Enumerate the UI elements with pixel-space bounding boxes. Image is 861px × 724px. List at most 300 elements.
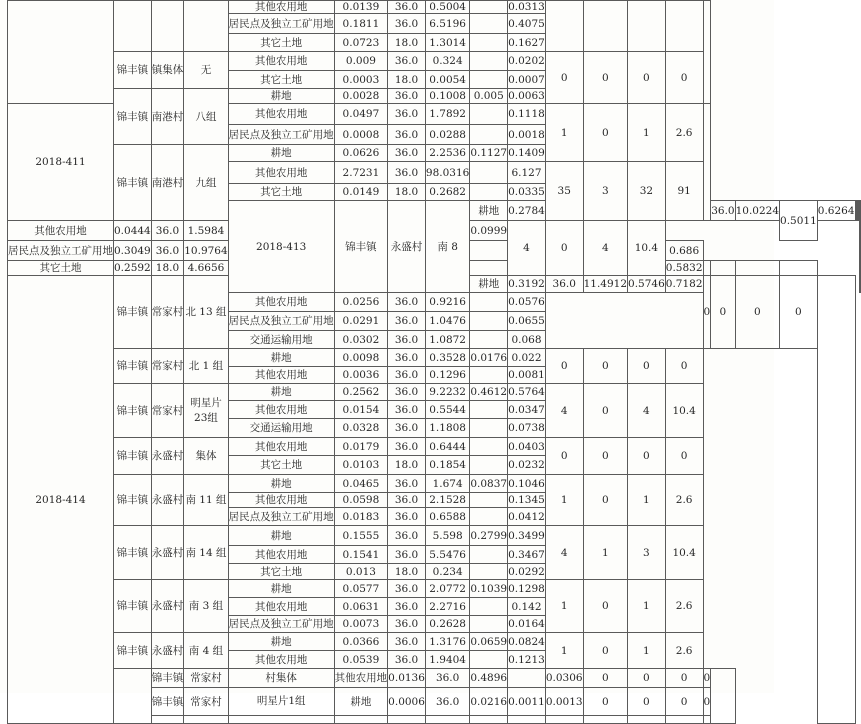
table-cell: 常家村 (151, 349, 184, 384)
table-row (8, 349, 861, 367)
table-cell (711, 669, 735, 724)
table-cell: 0.1298 (508, 580, 546, 598)
table-cell (470, 546, 508, 564)
table-cell: 0.4075 (508, 14, 546, 34)
table-cell (470, 331, 508, 349)
table-cell: 锦丰镇 (114, 475, 152, 526)
table-cell: 耕地 (228, 89, 334, 104)
table-cell: 0 (545, 221, 583, 276)
table-cell: 0 (545, 52, 583, 104)
table-cell: 其他农用地 (228, 162, 334, 184)
table-cell: 居民点及独立工矿用地 (8, 241, 114, 261)
table-cell: 锦丰镇 (114, 384, 152, 438)
table-cell: 0.0497 (334, 104, 388, 125)
table-cell: 0.6264 (817, 201, 855, 221)
table-cell: 10.4 (628, 221, 666, 276)
table-cell: 永盛村 (151, 633, 184, 669)
table-cell: 九组 (184, 145, 228, 221)
table-cell: 0.1046 (508, 475, 546, 493)
table-cell: 0.324 (425, 52, 469, 71)
table-cell: 0.0149 (334, 184, 388, 201)
table-cell: 1 (628, 580, 666, 633)
table-cell: 36.0 (388, 1, 426, 14)
table-cell: 其他农用地 (228, 546, 334, 564)
table-cell: 5.5476 (425, 546, 469, 564)
table-cell: 0.0577 (334, 580, 388, 598)
table-cell: 36.0 (388, 89, 426, 104)
table-cell (470, 598, 508, 616)
table-cell: 2018-413 (228, 201, 334, 293)
table-cell: 0.3049 (114, 241, 152, 261)
table-cell: 南港村 (151, 145, 184, 221)
table-cell: 18.0 (388, 71, 426, 89)
table-cell: 0 (628, 669, 666, 688)
table-cell: 36.0 (388, 651, 426, 669)
table-cell: 1.1808 (425, 419, 469, 438)
table-row (8, 52, 861, 71)
table-cell: 0 (711, 276, 735, 349)
table-cell: 0 (703, 669, 711, 688)
table-cell: 0 (583, 52, 627, 104)
table-cell: 其他农用地 (228, 293, 334, 312)
table-row (8, 145, 861, 162)
table-cell: 耕地 (228, 633, 334, 651)
table-row (8, 633, 861, 651)
table-cell: 锦丰镇 (114, 633, 152, 669)
table-cell: 0.2799 (470, 526, 508, 546)
table-cell: 36.0 (388, 438, 426, 456)
table-cell: 其他农用地 (228, 1, 334, 14)
table-cell: 0 (628, 349, 666, 384)
table-cell: 36.0 (388, 125, 426, 145)
table-cell: 0.2592 (114, 262, 151, 274)
table-cell: 南 14 组 (184, 526, 228, 580)
table-cell: 0.0576 (508, 293, 546, 312)
table-cell (470, 401, 508, 419)
table-cell (470, 104, 508, 125)
table-cell: 锦丰镇 (114, 580, 152, 633)
table-cell: 91 (665, 162, 703, 221)
table-cell: 0.0154 (334, 401, 388, 419)
table-cell: 1.3014 (425, 34, 469, 52)
table-cell: 0 (583, 104, 627, 162)
table-cell: 其他农用地 (228, 104, 334, 125)
table-cell: 0.0018 (508, 125, 546, 145)
table-row (8, 669, 861, 688)
table-cell: 10.9764 (184, 241, 228, 261)
table-cell (470, 419, 508, 438)
table-cell: 2.6 (665, 633, 703, 669)
table-cell (228, 716, 334, 724)
table-cell: 锦丰镇 (114, 145, 152, 221)
table-cell (583, 716, 627, 724)
table-cell: 交通运输用地 (228, 419, 334, 438)
table-cell: 1 (545, 580, 583, 633)
table-cell (470, 456, 508, 475)
table-cell: 36.0 (388, 526, 426, 546)
table-cell: 0.0202 (508, 52, 546, 71)
table-cell (470, 564, 508, 580)
table-cell: 0.5544 (425, 401, 469, 419)
table-cell: 1.5984 (184, 221, 228, 241)
table-cell (470, 34, 508, 52)
table-cell: 0.0999 (470, 221, 508, 241)
table-cell: 0.2784 (508, 201, 546, 221)
table-cell: 36.0 (388, 104, 426, 125)
table-cell: 0.1296 (425, 367, 469, 384)
table-cell (114, 669, 152, 724)
table-cell: 0.0306 (545, 669, 583, 688)
table-cell: 明星片23组 (184, 384, 228, 438)
table-cell: 0.0013 (545, 688, 583, 716)
table-cell: 0 (703, 276, 711, 349)
table-cell: 集体 (184, 438, 228, 475)
table-cell: 32 (628, 162, 666, 221)
table-cell: 36.0 (425, 688, 469, 716)
table-cell: 永盛村 (151, 475, 184, 526)
table-cell: 0 (628, 52, 666, 104)
table-cell: 0.0007 (508, 71, 546, 89)
table-cell: 36.0 (388, 475, 426, 493)
table-cell: 0.0256 (334, 293, 388, 312)
table-cell: 0 (583, 633, 627, 669)
table-cell: 0.1541 (334, 546, 388, 564)
table-cell: 永盛村 (151, 580, 184, 633)
table-cell (470, 493, 508, 508)
table-cell: 2.1528 (425, 493, 469, 508)
table-cell: 明星片1组 (228, 688, 334, 716)
table-cell: 南 3 组 (184, 580, 228, 633)
table-cell: 36.0 (388, 52, 426, 71)
table-cell: 其他农用地 (334, 669, 388, 688)
table-cell: 村集体 (228, 669, 334, 688)
table-cell: 6.5196 (425, 14, 469, 34)
table-cell: 4 (508, 221, 546, 276)
table-cell: 南港村 (151, 89, 184, 145)
table-cell: 2.6 (665, 104, 703, 162)
table-cell: 居民点及独立工矿用地 (228, 616, 334, 633)
table-cell: 18.0 (388, 456, 426, 475)
table-cell: 0.0824 (508, 633, 546, 651)
table-cell: 0.005 (470, 89, 508, 104)
table-cell: 0 (583, 438, 627, 475)
table-cell: 0 (583, 688, 627, 716)
table-cell: 1 (545, 475, 583, 526)
table-cell: 0.0232 (508, 456, 546, 475)
table-cell: 0.3499 (508, 526, 546, 546)
table-cell (470, 367, 508, 384)
table-cell: 18.0 (151, 261, 184, 276)
table-cell: 4 (545, 384, 583, 438)
table-cell (470, 1, 508, 14)
table-cell: 耕地 (228, 580, 334, 598)
table-cell: 0 (583, 475, 627, 526)
table-cell: 36.0 (425, 669, 469, 688)
table-cell: 其他农用地 (8, 221, 114, 241)
table-cell: 其它土地 (228, 184, 334, 201)
table-cell: 36.0 (388, 293, 426, 312)
table-cell: 5.598 (425, 526, 469, 546)
table-cell: 0.0036 (334, 367, 388, 384)
table-cell: 1 (583, 526, 627, 580)
table-cell: 2.2716 (425, 598, 469, 616)
table-cell: 2018-414 (8, 276, 114, 724)
table-cell: 锦丰镇 (114, 526, 152, 580)
table-cell: 36.0 (388, 598, 426, 616)
table-cell: 0.0328 (334, 419, 388, 438)
table-cell: 锦丰镇 (151, 669, 184, 688)
table-cell: 0.0288 (425, 125, 469, 145)
table-cell: 0.6444 (425, 438, 469, 456)
table-cell: 南 11 组 (184, 475, 228, 526)
table-cell: 36.0 (388, 633, 426, 651)
table-cell: 0.686 (665, 241, 703, 261)
table-cell: 0.022 (508, 349, 546, 367)
table-cell: 0.0291 (334, 312, 388, 331)
table-cell: 其它土地 (228, 564, 334, 580)
table-cell: 0.009 (334, 52, 388, 71)
table-cell: 0.3467 (508, 546, 546, 564)
table-cell: 八组 (184, 89, 228, 145)
table-cell: 其他农用地 (228, 367, 334, 384)
table-cell (470, 616, 508, 633)
table-cell: 0.0179 (334, 438, 388, 456)
table-cell: 居民点及独立工矿用地 (228, 312, 334, 331)
table-cell: 0.1039 (470, 580, 508, 598)
table-cell: 1 (545, 104, 583, 162)
table-cell: 0.1854 (425, 456, 469, 475)
table-cell: 0.0335 (508, 184, 546, 201)
table-cell: 0.1409 (508, 145, 546, 162)
table-cell: 1 (545, 633, 583, 669)
table-cell: 锦丰镇 (114, 438, 152, 475)
table-cell: 0.0183 (334, 508, 388, 526)
table-cell: 1 (628, 104, 666, 162)
table-cell (470, 293, 508, 312)
table-cell: 永盛村 (151, 526, 184, 580)
table-cell: 4 (583, 221, 627, 276)
table-cell: 0.0738 (508, 419, 546, 438)
table-cell: 耕地 (334, 688, 388, 716)
table-row (8, 438, 861, 456)
table-cell: 北 1 组 (184, 349, 228, 384)
table-cell: 0.1627 (508, 34, 546, 52)
table-cell (470, 52, 508, 71)
table-cell: 0.4612 (470, 384, 508, 401)
table-cell: 居民点及独立工矿用地 (228, 508, 334, 526)
table-cell: 6.127 (508, 162, 546, 184)
table-cell (470, 261, 508, 276)
table-cell: 0.0631 (334, 598, 388, 616)
table-cell: 36.0 (388, 493, 426, 508)
table-cell: 0.7182 (665, 276, 703, 293)
table-cell (470, 162, 508, 184)
table-cell (425, 716, 469, 724)
table-cell: 4 (545, 526, 583, 580)
table-cell: 0.0103 (334, 456, 388, 475)
table-cell: 0.0655 (508, 312, 546, 331)
table-row (8, 475, 861, 493)
table-cell: 0.5832 (665, 262, 703, 274)
table-cell: 36.0 (388, 14, 426, 34)
table-cell: 锦丰镇 (114, 52, 152, 89)
table-cell: 36.0 (388, 616, 426, 633)
table-cell: 18.0 (388, 564, 426, 580)
table-cell: 36.0 (388, 162, 426, 184)
table-cell: 0.1345 (508, 494, 545, 506)
table-cell: 0.142 (508, 598, 546, 616)
table-cell: 0.0176 (470, 349, 508, 367)
table-cell (184, 1, 228, 52)
table-cell: 其他农用地 (228, 52, 334, 71)
table-cell: 永盛村 (151, 438, 184, 475)
table-cell: 0 (545, 438, 583, 475)
table-cell: 0.0598 (334, 493, 388, 508)
table-cell: 0.0081 (508, 367, 546, 384)
table-cell: 1 (628, 475, 666, 526)
table-cell: 北 13 组 (184, 276, 228, 349)
table-cell (508, 669, 546, 688)
table-cell: 居民点及独立工矿用地 (228, 125, 334, 145)
table-cell (470, 184, 508, 201)
table-cell: 0.0837 (470, 475, 508, 493)
table-cell: 2.7231 (334, 162, 388, 184)
table-cell: 耕地 (470, 201, 508, 221)
table-cell: 36.0 (388, 349, 426, 367)
table-cell (470, 508, 508, 526)
table-cell: 0.0098 (334, 349, 388, 367)
table-cell: 0.0465 (334, 475, 388, 493)
table-cell: 其它土地 (8, 261, 114, 276)
table-cell (703, 1, 711, 104)
table-cell (470, 438, 508, 456)
table-cell: 18.0 (388, 184, 426, 201)
table-cell: 0.0216 (470, 688, 508, 716)
table-cell: 0 (583, 580, 627, 633)
table-body (8, 1, 861, 724)
table-cell (817, 276, 855, 724)
table-cell: 0 (545, 349, 583, 384)
table-cell: 0.9216 (425, 293, 469, 312)
table-cell: 0.0403 (508, 438, 546, 456)
table-cell (334, 716, 388, 724)
table-cell: 0.1008 (425, 89, 469, 104)
table-cell: 其他农用地 (228, 598, 334, 616)
table-cell: 耕地 (228, 384, 334, 401)
table-cell: 南 4 组 (184, 633, 228, 669)
table-cell (703, 261, 711, 276)
table-cell: 0.1127 (470, 145, 508, 162)
table-cell: 36.0 (388, 312, 426, 331)
table-cell: 0.0292 (508, 565, 545, 578)
table-cell: 0.234 (425, 564, 469, 580)
table-cell: 2.2536 (425, 145, 469, 162)
table-cell: 永盛村 (388, 201, 426, 293)
table-cell: 3 (628, 526, 666, 580)
table-cell: 2018-411 (8, 104, 114, 221)
table-cell: 0.5746 (628, 276, 666, 293)
table-cell: 0.0008 (334, 125, 388, 145)
table-cell (508, 716, 546, 724)
table-cell: 0 (665, 52, 703, 104)
table-cell: 0.0626 (334, 145, 388, 162)
table-cell: 0 (665, 349, 703, 384)
table-cell (735, 261, 779, 276)
table-cell: 交通运输用地 (228, 331, 334, 349)
table-cell: 0.5004 (425, 1, 469, 14)
table-cell (711, 261, 735, 276)
table-cell: 其它土地 (228, 456, 334, 475)
table-cell (545, 1, 583, 52)
table-cell (470, 14, 508, 34)
table-cell: 0 (665, 438, 703, 475)
table-cell: 其它土地 (228, 34, 334, 52)
table-cell: 3 (583, 162, 627, 221)
table-cell: 36.0 (388, 384, 426, 401)
table-cell: 0.0366 (334, 633, 388, 651)
table-cell: 其它土地 (228, 71, 334, 89)
table-cell: 11.4912 (583, 276, 627, 293)
table-cell: 无 (184, 52, 228, 89)
table-cell (151, 1, 184, 52)
table-cell: 0.0006 (388, 688, 426, 716)
table-cell: 2.6 (665, 475, 703, 526)
land-compensation-table (7, 0, 861, 724)
table-cell (470, 716, 508, 724)
table-cell: 0 (665, 688, 703, 716)
table-cell: 0.0313 (508, 1, 545, 13)
table-cell (859, 201, 860, 293)
table-cell: 0.5764 (508, 384, 546, 401)
table-cell: 常家村 (151, 384, 184, 438)
table-cell (703, 716, 711, 724)
table-row (8, 89, 861, 104)
table-cell: 0.3192 (508, 276, 546, 293)
table-cell: 2.6 (665, 580, 703, 633)
table-cell: 0 (735, 276, 779, 349)
table-cell: 0.0444 (114, 221, 152, 241)
table-cell: 2.0772 (425, 580, 469, 598)
table-cell: 0.0003 (334, 71, 388, 89)
table-cell: 36.0 (388, 546, 426, 564)
table-cell: 锦丰镇 (151, 688, 184, 716)
table-cell: 0 (583, 384, 627, 438)
table-cell (470, 71, 508, 89)
table-cell: 4 (628, 384, 666, 438)
table-cell: 0 (780, 276, 818, 349)
table-cell: 0 (665, 669, 703, 688)
table-cell (545, 716, 583, 724)
table-cell: 0.068 (508, 331, 546, 349)
table-cell: 36.0 (151, 241, 184, 261)
table-cell: 1.0476 (425, 312, 469, 331)
table-cell: 0 (628, 438, 666, 475)
table-cell (583, 1, 627, 52)
table-cell: 1.7892 (425, 104, 469, 125)
table-cell: 0.0347 (508, 401, 546, 419)
table-cell: 耕地 (228, 349, 334, 367)
table-cell: 其他农用地 (228, 438, 334, 456)
table-cell (470, 125, 508, 145)
table-cell: 1.9404 (425, 651, 469, 669)
table-cell: 0.2682 (425, 184, 469, 201)
table-cell: 0.0136 (388, 669, 426, 688)
table-cell: 0.0659 (470, 633, 508, 651)
table-cell: 36.0 (388, 508, 426, 526)
table-cell: 1.0872 (425, 331, 469, 349)
table-cell: 0.4896 (470, 669, 508, 688)
table-cell: 36.0 (388, 145, 426, 162)
